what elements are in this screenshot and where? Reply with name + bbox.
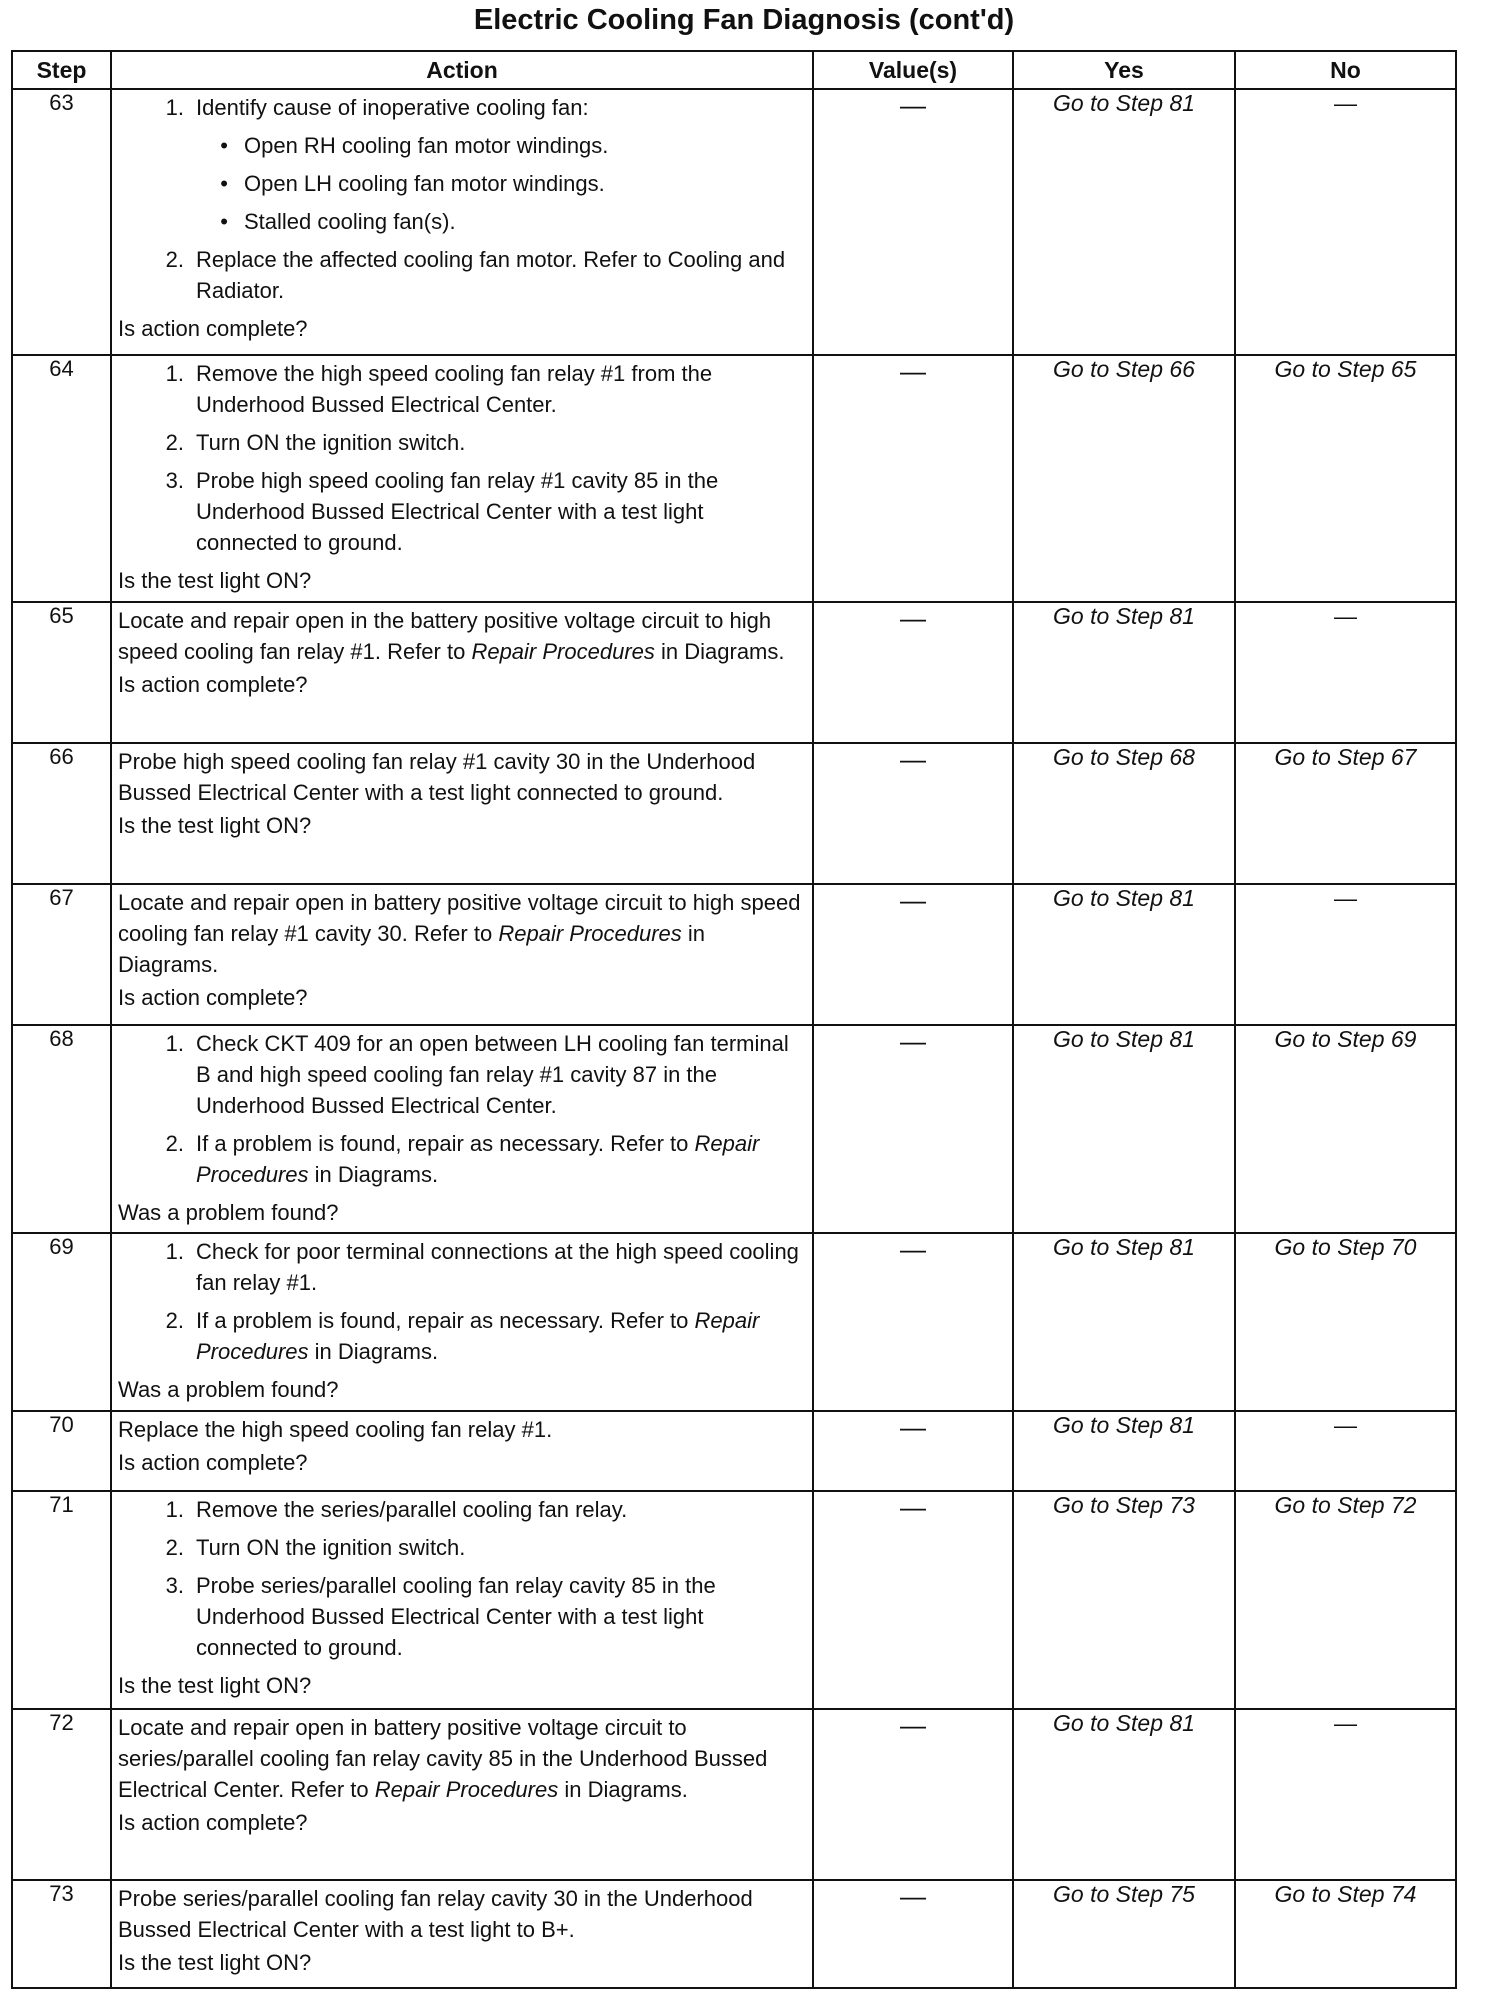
table-row-step-73: [12, 1880, 1456, 1988]
value-cell: —: [813, 1411, 1013, 1491]
yes-cell: Go to Step 73: [1013, 1491, 1235, 1709]
yes-cell: Go to Step 66: [1013, 355, 1235, 602]
value-cell: —: [813, 602, 1013, 743]
action-question: Is the test light ON?: [118, 1950, 312, 1975]
action-question: Is action complete?: [118, 985, 308, 1010]
action-question: Was a problem found?: [118, 1200, 339, 1225]
header-action: Action: [111, 51, 813, 89]
yes-cell: Go to Step 81: [1013, 1233, 1235, 1411]
yes-cell: Go to Step 81: [1013, 1411, 1235, 1491]
table-row-step-67: [12, 884, 1456, 1025]
value-cell: —: [813, 89, 1013, 355]
yes-cell: Go to Step 81: [1013, 1709, 1235, 1880]
action-item: Remove the series/parallel cooling fan relay.: [196, 1497, 628, 1522]
no-cell: Go to Step 74: [1235, 1880, 1456, 1988]
action-subitem: Open LH cooling fan motor windings.: [244, 171, 605, 196]
value-cell: —: [813, 1233, 1013, 1411]
action-cell: [111, 743, 813, 884]
action-text: Locate and repair open in the battery positive voltage circuit to high speed cooling fan relay #1. Refer to: [118, 608, 772, 664]
reference-link: Repair Procedures: [196, 1308, 760, 1364]
item-number: 1.: [165, 1239, 184, 1264]
yes-cell: Go to Step 75: [1013, 1880, 1235, 1988]
value-cell: —: [813, 1880, 1013, 1988]
action-item: Check CKT 409 for an open between LH cooling fan terminal B and high speed cooling fan relay #1 cavity 87 in the Underhood Bussed Electrical Center.: [196, 1031, 789, 1118]
value-cell: —: [813, 355, 1013, 602]
item-number: 1.: [165, 1031, 184, 1056]
header-step: Step: [12, 51, 111, 89]
action-cell: [111, 1491, 813, 1709]
yes-cell: Go to Step 68: [1013, 743, 1235, 884]
action-text: Locate and repair open in battery positive voltage circuit to high speed cooling fan relay #1 cavity 30. Refer to: [118, 890, 801, 946]
action-question: Was a problem found?: [118, 1377, 339, 1402]
value-cell: —: [813, 1709, 1013, 1880]
no-cell: Go to Step 67: [1235, 743, 1456, 884]
action-cell: [111, 602, 813, 743]
action-question: Is action complete?: [118, 672, 308, 697]
no-cell: Go to Step 72: [1235, 1491, 1456, 1709]
table-row-step-72: [12, 1709, 1456, 1880]
action-item: Check for poor terminal connections at the high speed cooling fan relay #1.: [196, 1239, 799, 1295]
yes-cell: Go to Step 81: [1013, 602, 1235, 743]
action-item: in Diagrams.: [314, 1162, 439, 1187]
header-no: No: [1235, 51, 1456, 89]
action-item: If a problem is found, repair as necessary. Refer to: [196, 1308, 689, 1333]
table-row-step-65: [12, 602, 1456, 743]
step-number: 65: [12, 602, 111, 743]
action-item: Turn ON the ignition switch.: [196, 1535, 466, 1560]
no-cell: [1235, 1411, 1456, 1491]
item-number: 3.: [165, 468, 184, 493]
action-cell: [111, 355, 813, 602]
header-yes: Yes: [1013, 51, 1235, 89]
action-cell: [111, 1880, 813, 1988]
step-number: 72: [12, 1709, 111, 1880]
action-question: Is action complete?: [118, 1450, 308, 1475]
step-number: 71: [12, 1491, 111, 1709]
no-cell: Go to Step 65: [1235, 355, 1456, 602]
reference-link: Repair Procedures: [471, 639, 655, 664]
table-row-step-66: [12, 743, 1456, 884]
action-text: in Diagrams.: [661, 639, 785, 664]
action-question: Is action complete?: [118, 1810, 308, 1835]
action-item: Identify cause of inoperative cooling fan:: [196, 95, 589, 120]
value-cell: —: [813, 743, 1013, 884]
no-cell: [1235, 884, 1456, 1025]
yes-cell: Go to Step 81: [1013, 89, 1235, 355]
table-row-step-71: [12, 1491, 1456, 1709]
step-number: 73: [12, 1880, 111, 1988]
step-number: 63: [12, 89, 111, 355]
item-number: 2.: [165, 1131, 184, 1156]
table-row-step-64: [12, 355, 1456, 602]
no-value: —: [1334, 90, 1357, 116]
bullet-icon: •: [220, 133, 228, 158]
value-cell: —: [813, 1491, 1013, 1709]
action-text: Replace the high speed cooling fan relay #1.: [118, 1417, 553, 1442]
item-number: 2.: [165, 1535, 184, 1560]
no-cell: [1235, 602, 1456, 743]
action-question: Is the test light ON?: [118, 813, 312, 838]
action-item: in Diagrams.: [314, 1339, 439, 1364]
action-item: Remove the high speed cooling fan relay #1 from the Underhood Bussed Electrical Center.: [196, 361, 713, 417]
no-cell: [1235, 1709, 1456, 1880]
action-cell: [111, 1025, 813, 1233]
action-text: in Diagrams.: [118, 921, 706, 977]
item-number: 1.: [165, 95, 184, 120]
action-cell: [111, 89, 813, 355]
action-text: Locate and repair open in battery positive voltage circuit to series/parallel cooling fan relay cavity 85 in the Underhood Bussed Electrical Center. Refer to: [118, 1715, 768, 1802]
step-number: 67: [12, 884, 111, 1025]
action-cell: [111, 1233, 813, 1411]
no-cell: Go to Step 70: [1235, 1233, 1456, 1411]
item-number: 2.: [165, 430, 184, 455]
reference-link: Repair Procedures: [196, 1131, 760, 1187]
header-values: Value(s): [813, 51, 1013, 89]
no-value: —: [1334, 885, 1357, 911]
action-subitem: Stalled cooling fan(s).: [244, 209, 456, 234]
action-text: in Diagrams.: [564, 1777, 688, 1802]
bullet-icon: •: [220, 171, 228, 196]
item-number: 3.: [165, 1573, 184, 1598]
diagnosis-table: [11, 50, 1457, 1989]
table-row-step-68: [12, 1025, 1456, 1233]
action-cell: [111, 884, 813, 1025]
item-number: 2.: [165, 247, 184, 272]
action-text: Probe series/parallel cooling fan relay cavity 30 in the Underhood Bussed Electrical Center with a test light to B+.: [118, 1886, 753, 1942]
page-title: Electric Cooling Fan Diagnosis (cont'd): [473, 4, 1015, 36]
step-number: 70: [12, 1411, 111, 1491]
action-text: Probe high speed cooling fan relay #1 cavity 30 in the Underhood Bussed Electrical Center with a test light connected to ground.: [118, 749, 756, 805]
action-question: Is the test light ON?: [118, 1673, 312, 1698]
step-number: 69: [12, 1233, 111, 1411]
table-header-row: [12, 51, 1456, 89]
yes-cell: Go to Step 81: [1013, 884, 1235, 1025]
action-item: If a problem is found, repair as necessary. Refer to: [196, 1131, 689, 1156]
table-row-step-69: [12, 1233, 1456, 1411]
no-value: —: [1334, 603, 1357, 629]
action-item: Probe high speed cooling fan relay #1 cavity 85 in the Underhood Bussed Electrical Center with a test light connected to ground.: [196, 468, 719, 555]
action-cell: [111, 1709, 813, 1880]
yes-cell: Go to Step 81: [1013, 1025, 1235, 1233]
reference-link: Repair Procedures: [374, 1777, 559, 1802]
item-number: 2.: [165, 1308, 184, 1333]
action-item: Turn ON the ignition switch.: [196, 430, 466, 455]
action-item: Replace the affected cooling fan motor. Refer to Cooling and Radiator.: [196, 247, 786, 303]
action-question: Is the test light ON?: [118, 568, 312, 593]
step-number: 66: [12, 743, 111, 884]
value-cell: —: [813, 1025, 1013, 1233]
bullet-icon: •: [220, 209, 228, 234]
action-subitem: Open RH cooling fan motor windings.: [244, 133, 609, 158]
no-cell: Go to Step 69: [1235, 1025, 1456, 1233]
action-question: Is action complete?: [118, 316, 308, 341]
item-number: 1.: [165, 1497, 184, 1522]
value-cell: —: [813, 884, 1013, 1025]
no-cell: [1235, 89, 1456, 355]
reference-link: Repair Procedures: [498, 921, 682, 946]
table-row-step-63: [12, 89, 1456, 355]
action-cell: [111, 1411, 813, 1491]
step-number: 68: [12, 1025, 111, 1233]
action-item: Probe series/parallel cooling fan relay cavity 85 in the Underhood Bussed Electrical Center with a test light connected to ground.: [196, 1573, 716, 1660]
no-value: —: [1334, 1412, 1357, 1438]
no-value: —: [1334, 1710, 1357, 1736]
step-number: 64: [12, 355, 111, 602]
table-row-step-70: [12, 1411, 1456, 1491]
item-number: 1.: [165, 361, 184, 386]
